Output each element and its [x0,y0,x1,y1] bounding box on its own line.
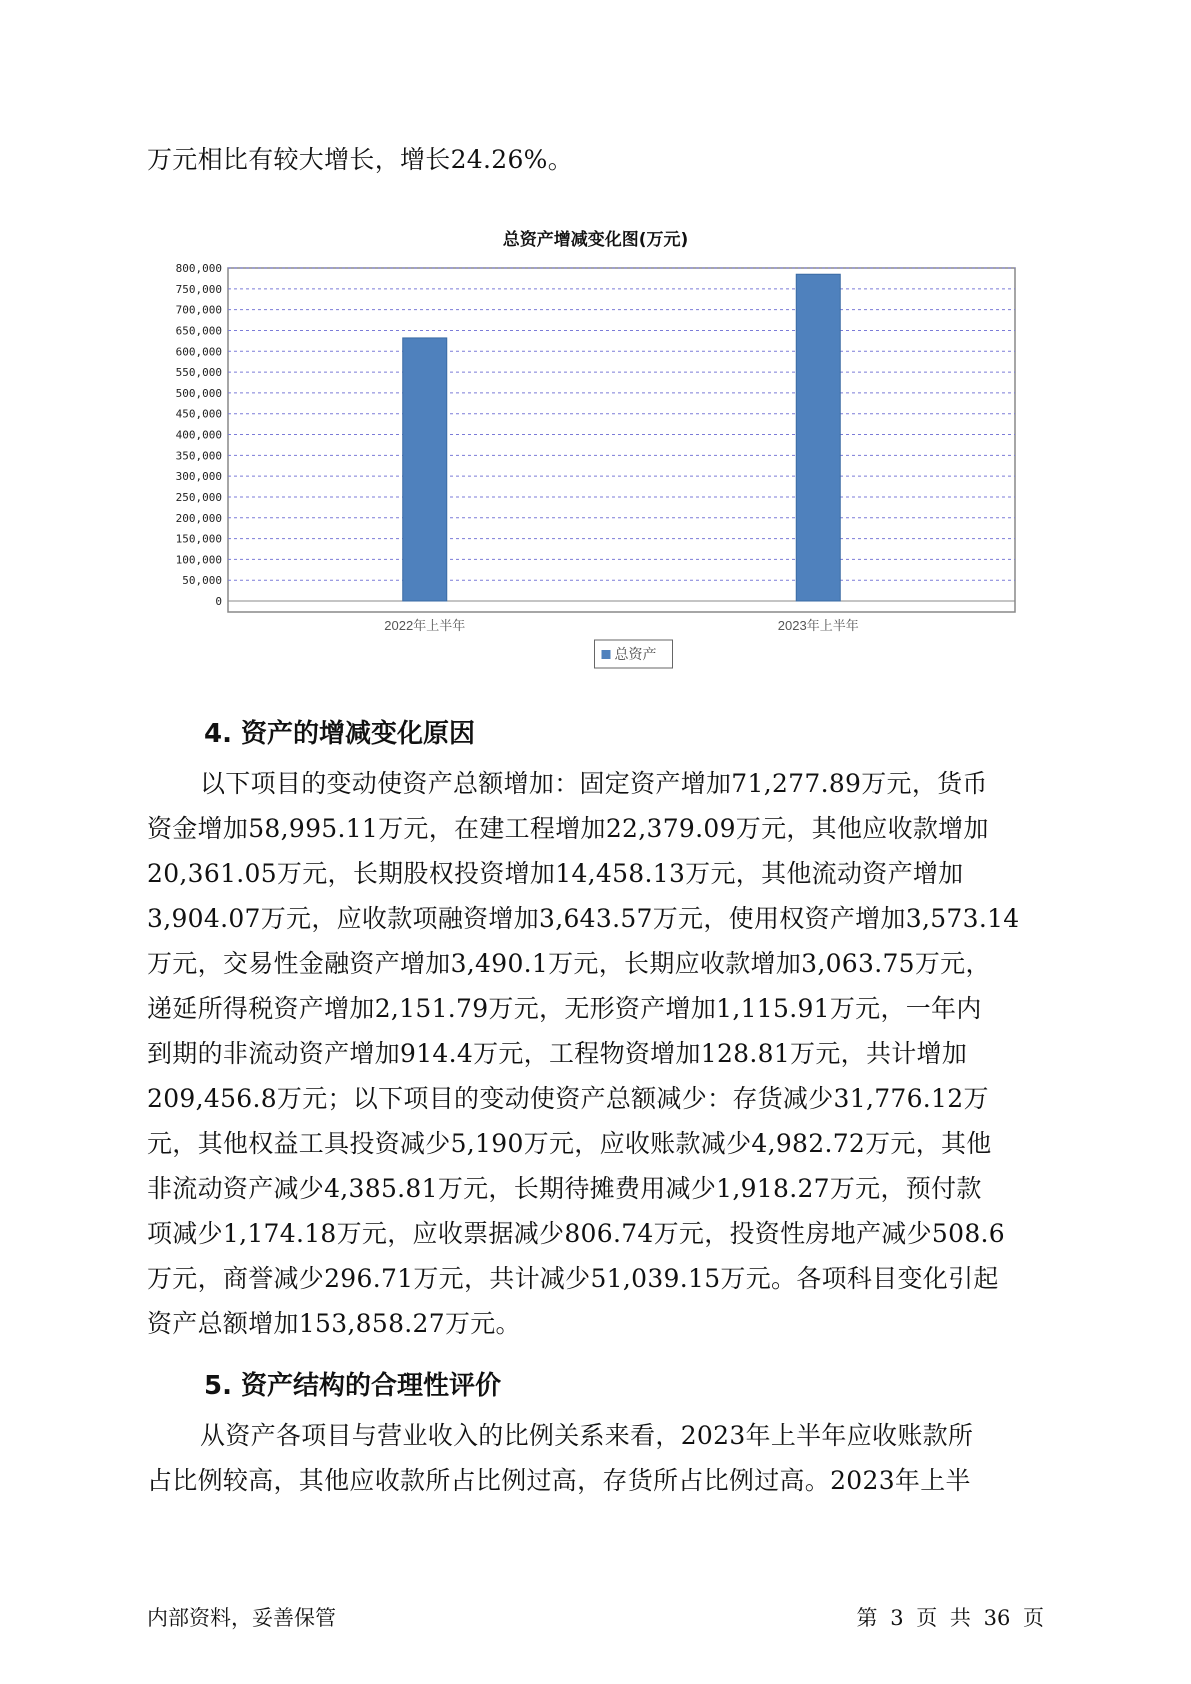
page-number: 第 3 页 共 36 页 [856,1606,1044,1630]
section-heading-4: 4. 资产的增减变化原因 [204,719,476,749]
x-tick-label: 2022年上半年 [384,618,466,633]
y-tick-label: 100,000 [175,553,222,567]
y-tick-label: 600,000 [175,345,222,359]
paragraph-line: 项减少1,174.18万元，应收票据减少806.74万元，投资性房地产减少508.6 [147,1219,1005,1248]
y-tick-label: 500,000 [175,386,222,400]
section-heading-5: 5. 资产结构的合理性评价 [204,1371,502,1401]
y-tick-label: 400,000 [175,428,222,442]
paragraph-line: 万元，商誉减少296.71万元，共计减少51,039.15万元。各项科目变化引起 [147,1264,999,1293]
paragraph-line: 到期的非流动资产增加914.4万元，工程物资增加128.81万元，共计增加 [147,1039,968,1068]
paragraph-line: 资产总额增加153,858.27万元。 [147,1309,521,1338]
body-text-line: 万元相比有较大增长，增长24.26%。 [147,145,574,174]
plot-frame [228,268,1015,612]
paragraph-line: 209,456.8万元；以下项目的变动使资产总额减少：存货减少31,776.12万 [147,1084,989,1113]
y-tick-label: 250,000 [175,490,222,504]
y-tick-label: 150,000 [175,532,222,546]
y-tick-label: 700,000 [175,303,222,317]
y-tick-label: 650,000 [175,324,222,338]
legend-label: 总资产 [614,647,657,663]
paragraph-line: 递延所得税资产增加2,151.79万元，无形资产增加1,115.91万元，一年内 [147,994,982,1023]
bar [796,274,840,601]
paragraph-line: 万元，交易性金融资产增加3,490.1万元，长期应收款增加3,063.75万元， [147,949,991,978]
y-tick-label: 50,000 [182,574,222,588]
paragraph-line: 20,361.05万元，长期股权投资增加14,458.13万元，其他流动资产增加 [147,859,964,888]
y-tick-label: 800,000 [175,262,222,275]
y-tick-label: 550,000 [175,366,222,380]
paragraph-line: 3,904.07万元，应收款项融资增加3,643.57万元，使用权资产增加3,573.14 [147,904,1020,933]
y-tick-label: 450,000 [175,407,222,421]
footer-note: 内部资料，妥善保管 [147,1606,336,1630]
paragraph-line: 资金增加58,995.11万元，在建工程增加22,379.09万元，其他应收款增加 [147,814,989,843]
paragraph-line: 以下项目的变动使资产总额增加：固定资产增加71,277.89万元，货币 [200,769,988,798]
y-tick-label: 200,000 [175,511,222,525]
paragraph-line: 占比例较高，其他应收款所占比例过高，存货所占比例过高。2023年上半 [147,1466,971,1495]
y-tick-label: 750,000 [175,282,222,296]
x-tick-label: 2023年上半年 [777,618,859,633]
bar-chart [0,0,1191,700]
paragraph-line: 非流动资产减少4,385.81万元，长期待摊费用减少1,918.27万元，预付款 [147,1174,982,1203]
bar [403,338,447,601]
y-tick-label: 350,000 [175,449,222,463]
paragraph-line: 元，其他权益工具投资减少5,190万元，应收账款减少4,982.72万元，其他 [147,1129,992,1158]
legend-swatch [602,650,611,659]
paragraph-line: 从资产各项目与营业收入的比例关系来看，2023年上半年应收账款所 [200,1421,974,1450]
y-tick-label: 0 [215,595,222,608]
y-tick-label: 300,000 [175,470,222,484]
chart-title: 总资产增减变化图(万元) [502,230,689,250]
